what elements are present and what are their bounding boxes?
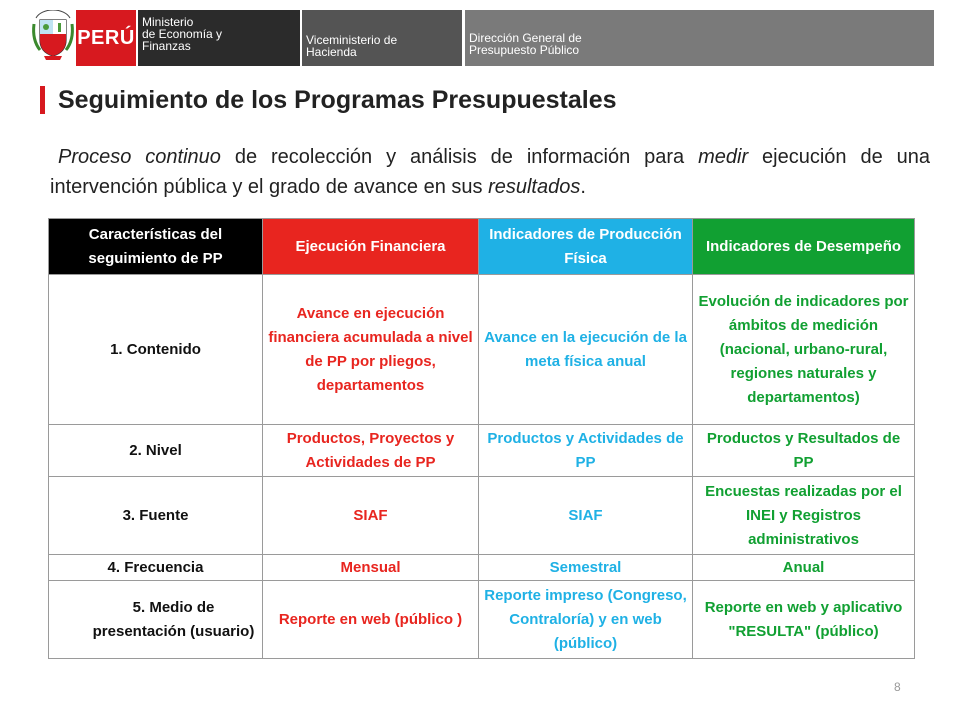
peru-label: PERÚ	[76, 10, 136, 66]
intro-italic-1: Proceso continuo	[58, 146, 221, 168]
cell-desempeno: Encuestas realizadas por el INEI y Registros administrativos	[693, 477, 915, 555]
vice-line-1: Viceministerio de	[306, 33, 398, 47]
header-desempeno: Indicadores de Desempeño	[693, 219, 915, 275]
cell-fisica: Semestral	[479, 555, 693, 581]
direction-box	[465, 10, 629, 66]
ministry-line-1: Ministerio	[142, 15, 194, 29]
cell-fisica: SIAF	[479, 477, 693, 555]
cell-fisica: Avance en la ejecución de la meta física anual	[479, 275, 693, 425]
cell-desempeno: Anual	[693, 555, 915, 581]
cell-financiera: Productos, Proyectos y Actividades de PP	[263, 425, 479, 477]
table-row	[49, 555, 915, 581]
ministry-box	[138, 10, 300, 66]
cell-desempeno: Reporte en web y aplicativo "RESULTA" (público)	[693, 581, 915, 659]
header-caracteristicas: Características del seguimiento de PP	[49, 219, 263, 275]
intro-paragraph	[50, 142, 930, 202]
intro-text-2: ejecución de una intervención pública y el grado de avance en sus	[50, 146, 931, 198]
row-label: 3. Fuente	[49, 477, 263, 555]
peru-coat-of-arms-icon	[30, 10, 76, 66]
cell-financiera: Avance en ejecución financiera acumulada a nivel de PP por pliegos, departamentos	[263, 275, 479, 425]
vice-line-2: Hacienda	[306, 45, 357, 59]
row-label: 2. Nivel	[49, 425, 263, 477]
row-label: 1. Contenido	[49, 275, 263, 425]
page-number: 8	[894, 680, 901, 694]
title-accent-bar	[40, 86, 45, 114]
header-filler	[629, 10, 934, 66]
intro-italic-2: medir	[698, 146, 749, 168]
table-row	[49, 477, 915, 555]
cell-fisica: Reporte impreso (Congreso, Contraloría) y en web (público)	[479, 581, 693, 659]
intro-text-1: de recolección y análisis de información para	[220, 146, 699, 168]
row-label: 5. Medio de presentación (usuario)	[49, 581, 263, 659]
table-row	[49, 275, 915, 425]
table-row	[49, 581, 915, 659]
cell-desempeno: Evolución de indicadores por ámbitos de medición (nacional, urbano-rural, regiones naturales y departamentos)	[693, 275, 915, 425]
cell-financiera: Mensual	[263, 555, 479, 581]
header-produccion-fisica: Indicadores de Producción Física	[479, 219, 693, 275]
direction-line-1: Dirección General de	[469, 31, 582, 45]
cell-desempeno: Productos y Resultados de PP	[693, 425, 915, 477]
viceministry-box	[302, 10, 462, 66]
page-title: Seguimiento de los Programas Presupuestales	[58, 86, 617, 114]
cell-financiera: Reporte en web (público )	[263, 581, 479, 659]
row-label: 4. Frecuencia	[49, 555, 263, 581]
cell-fisica: Productos y Actividades de PP	[479, 425, 693, 477]
cell-financiera: SIAF	[263, 477, 479, 555]
intro-italic-3: resultados	[488, 176, 581, 198]
direction-line-2: Presupuesto Público	[469, 43, 580, 57]
header-band	[30, 10, 934, 66]
table-header-row	[49, 219, 915, 275]
seguimiento-table	[48, 218, 915, 659]
intro-text-3: .	[580, 176, 586, 198]
header-ejecucion-financiera: Ejecución Financiera	[263, 219, 479, 275]
table-row	[49, 425, 915, 477]
ministry-line-2: de Economía y	[142, 27, 223, 41]
ministry-line-3: Finanzas	[142, 39, 191, 53]
